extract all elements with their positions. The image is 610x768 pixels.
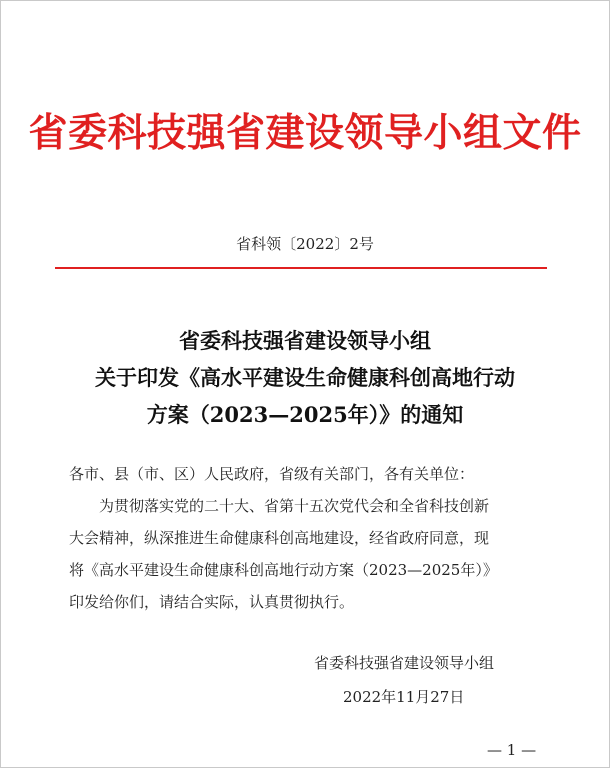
salutation: 各市、县（市、区）人民政府，省级有关部门，各有关单位： (69, 465, 475, 483)
document-header-title: 省委科技强省建设领导小组文件 (28, 110, 582, 156)
page-number: — 1 — (487, 741, 537, 759)
paragraph-line-4: 印发给你们，请结合实际，认真贯彻执行。 (69, 593, 355, 611)
paragraph-line-2: 大会精神，纵深推进生命健康科创高地建设，经省政府同意，现 (69, 529, 490, 547)
paragraph-line-1: 为贯彻落实党的二十大、省第十五次党代会和全省科技创新 (99, 497, 490, 515)
document-number: 省科领〔2022〕2号 (236, 235, 374, 253)
red-divider-line (55, 267, 547, 269)
issue-date: 2022年11月27日 (343, 688, 465, 706)
notice-title-line-3: 方案（2023—2025年）》的通知 (146, 402, 464, 427)
notice-title-line-2: 关于印发《高水平建设生命健康科创高地行动 (95, 365, 515, 390)
notice-title-line-1: 省委科技强省建设领导小组 (179, 328, 431, 353)
issuer-name: 省委科技强省建设领导小组 (314, 654, 495, 672)
notice-title (1, 322, 609, 433)
paragraph-line-3: 将《高水平建设生命健康科创高地行动方案（2023—2025年）》 (69, 561, 498, 579)
notice-body (69, 458, 543, 618)
